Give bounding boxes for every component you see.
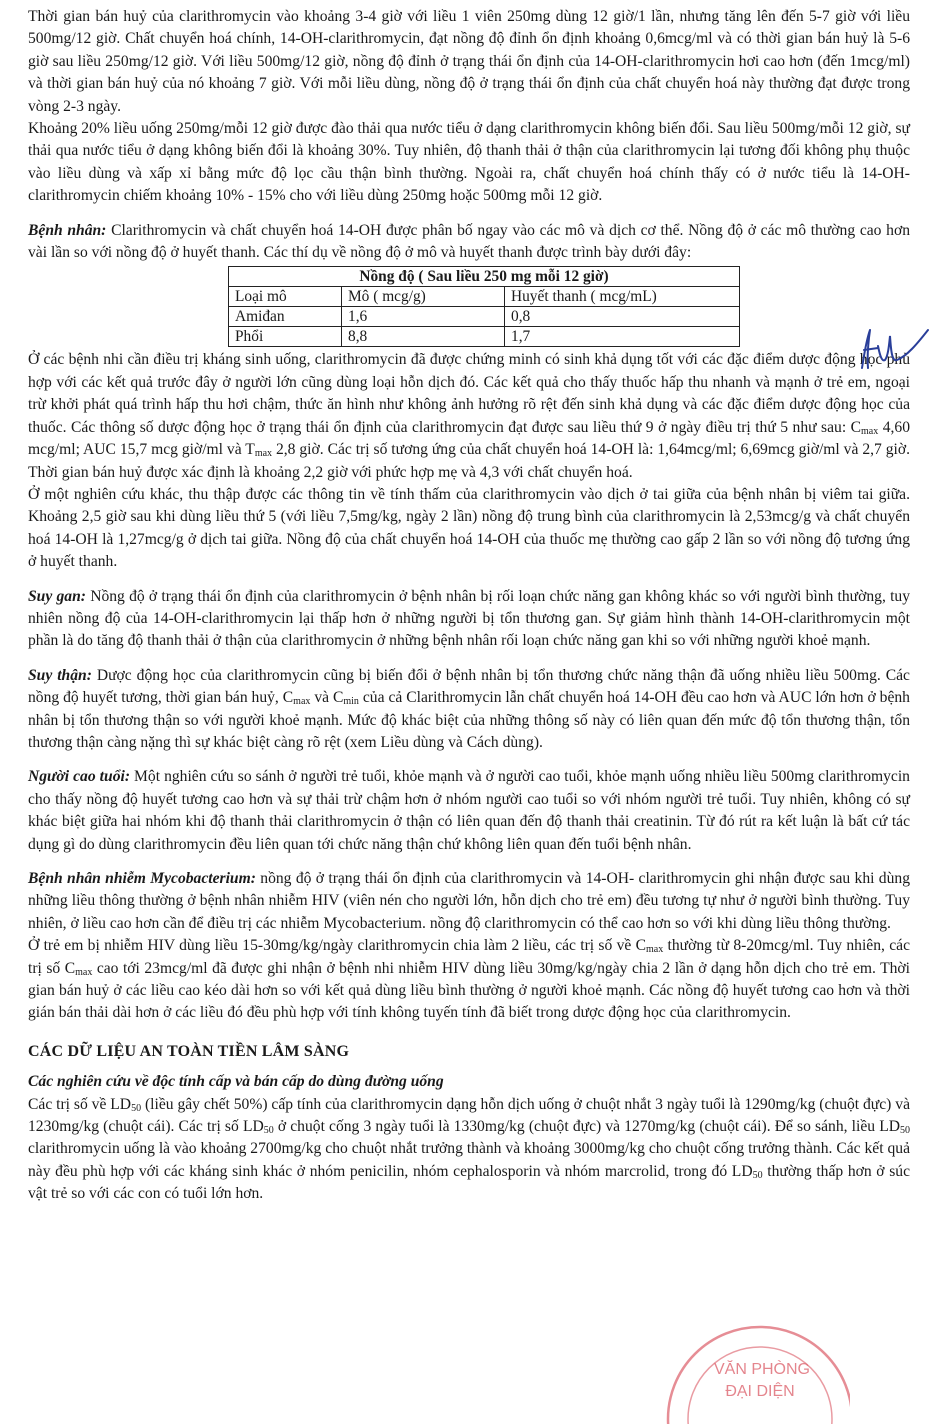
text-run: cao tới 23mcg/ml đã được ghi nhận ở bệnh nhi nhiễm HIV dùng liều 30mg/kg/ngày chia 2 lần ở dạng hỗn dịch cho trẻ em. Thời gian bán huỷ ở các liều cao kéo dài hơn so với kết quả dùng liều bình thường ở người khoẻ mạnh. Các nồng độ huyết tương cao hơn và thời gián bán thải dài hơn ở các liều đó đều phù hợp với tính không tuyến tính đã biết trong dược động học của clarithromycin.: [28, 959, 911, 1022]
liver-label: Suy gan:: [28, 587, 86, 605]
paragraph-otitis: Ở một nghiên cứu khác, thu thập được các thông tin về tính thấm của clarithromycin vào dịch ở tai giữa của bệnh nhân bị viêm tai giữa. Khoảng 2,5 giờ sau khi dùng liều thứ 5 (với liều 7,5mg/kg, ngày 2 lần) nồng độ trung bình của clarithromycin là 2,53mcg/g và chất chuyển hoá 14-OH là 1,27mcg/g ở dịch tai giữa. Nồng độ của chất chuyển hoá 14-OH của thuốc mẹ thường cao gấp 2 lần so với nồng độ tương ứng ở huyết thanh.: [28, 485, 910, 571]
elderly-label: Người cao tuổi:: [28, 768, 131, 786]
text-run: clarithromycin uống là vào khoảng 2700mg/kg cho chuột nhắt trưởng thành và khoảng 3000mg/kg cho chuột cống trưởng thành. Các kết quả này đều phù hợp với các kháng sinh khác ở nhóm penicilin, nhóm cephalosporin và nhóm marcrolid, trong đó LD: [28, 1140, 910, 1180]
paragraph-excretion: Khoảng 20% liều uống 250mg/mỗi 12 giờ được đào thải qua nước tiểu ở dạng clarithromycin không biến đổi. Sau liều 500mg/mỗi 12 giờ, sự thải qua nước tiểu ở dạng không biến đổi là khoảng 30%. Tuy nhiên, độ thanh thải ở thận của clarithromycin lại tương đối không phụ thuộc vào liều dùng và xấp xỉ bằng mức độ lọc cầu thận bình thường. Ngoài ra, chất chuyển hoá chính thấy có ở nước tiểu là 14-OH- clarithromycin chiếm khoảng 10% - 15% cho với liều dùng 250mg hoặc 500mg mỗi 12 giờ.: [28, 120, 910, 205]
handwritten-signature: [852, 316, 932, 374]
subscript: max: [293, 696, 311, 708]
subscript: 50: [263, 1125, 274, 1137]
subsection-title: Các nghiên cứu về độc tính cấp và bán cấp do dùng đường uống: [28, 1073, 444, 1091]
stamp-line-2: ĐẠI DIỆN: [725, 1383, 795, 1400]
paragraph-kidney: [28, 665, 910, 755]
subscript: max: [254, 448, 273, 460]
subscript: 50: [131, 1102, 142, 1114]
text-run: ở chuột cống 3 ngày tuổi là 1330mg/kg (chuột đực) và 1270mg/kg (chuột cái). Để so sánh, liều LD: [273, 1118, 900, 1136]
mycobacterium-text: nồng độ ở trạng thái ổn định của clarithromycin và 14-OH- clarithromycin ghi nhận được sau khi dùng những liều thông thường ở bệnh nhân nhiễm HIV (viên nén cho người lớn, hỗn dịch cho trẻ em) đều tương tự như ở người bình thường. Tuy nhiên, ở liều cao hơn cần để điều trị các nhiễm Mycobacterium. nồng độ clarithromycin có thể cao hơn so với khi dùng liều thông thường.: [28, 870, 910, 932]
table-header: Loại mô: [229, 287, 342, 307]
text-run: (liều gây chết 50%) cấp tính của clarithromycin dạng hỗn dịch uống ở chuột nhắt 3 ngày tuổi là 1290mg/kg (chuột đực) và 1230mg/kg (chuột cái). Các trị số LD: [28, 1095, 910, 1136]
text-run: của cả Clarithromycin lẫn chất chuyển hoá 14-OH đều cao hơn và AUC lớn hơn ở bệnh nhân bị tổn thương thận so với người khoẻ mạnh. Mức độ khác biệt của những thông số này có liên quan đến mức độ tổn thương thận, tổn thương thận càng nặng thì sự khác biệt càng rõ rệt (xem Liều dùng và Cách dùng).: [28, 689, 910, 751]
elderly-text: Một nghiên cứu so sánh ở người trẻ tuổi, khỏe mạnh và ở người cao tuổi, khỏe mạnh uống nhiều liều 500mg clarithromycin cho thấy nồng độ huyết tương cao hơn và sự thải trừ chậm hơn ở nhóm người cao tuổi so với nhóm người trẻ tuổi. Tuy nhiên, không có sự khác biệt giữa hai nhóm khi độ thanh thải clarithromycin ở thận có liên quan đến độ thanh thải creatinin. Từ đó rút ra kết luận là bất cứ tác dụng gì do dùng clarithromycin đều liên quan tới chức năng thận chứ không liên quan đến tuổi bệnh nhân.: [28, 768, 910, 853]
text-run: thường từ 8-20mcg/ml. Tuy nhiên, các trị số C: [28, 937, 910, 977]
subscript: 50: [752, 1169, 763, 1181]
subscript: max: [75, 966, 93, 978]
table-row: [229, 327, 740, 347]
subscript: min: [343, 696, 359, 708]
table-cell: Phổi: [229, 327, 342, 347]
text-run: Ở các bệnh nhi cần điều trị kháng sinh uống, clarithromycin đã được chứng minh có sinh khả dụng tốt với các đặc điểm dược động học phù hợp với các kết quả trước đây ở người lớn cũng dùng loại hỗn dịch đó. Các kết quả cho thấy thuốc hấp thu nhanh và mạnh ở trẻ em, ngoại trừ khởi phát quá trình hấp thu hơi chậm, thức ăn hình như không ảnh hưởng rõ rệt đến sinh khả dụng và các đặc điểm dược động học của thuốc. Các thông số dược động học ở trạng thái ổn định của clarithromycin đạt được sau liều thứ 9 ở ngày điều trị thứ 5 như sau: C: [28, 351, 910, 436]
text-run: Dược động học của clarithromycin cũng bị biến đổi ở bệnh nhân bị tổn thương chức năng thận đã uống nhiều liều 500mg. Các nồng độ huyết tương, thời gian bán huỷ, C: [28, 666, 910, 707]
text-run: và C: [310, 689, 344, 707]
subscript: 50: [900, 1125, 910, 1137]
stamp-line-1: VĂN PHÒNG: [713, 1361, 811, 1378]
concentration-table: [228, 266, 740, 347]
table-header-row: [229, 287, 740, 307]
table-header: Huyết thanh ( mcg/mL): [505, 287, 740, 307]
table-row: [229, 307, 740, 327]
paragraph-hiv-children: [28, 935, 910, 1025]
document-page: [28, 6, 910, 1206]
table-cell: 0,8: [505, 307, 740, 327]
paragraph-liver: [28, 586, 910, 653]
paragraph-patients: [28, 220, 910, 265]
table-cell: 8,8: [342, 327, 505, 347]
table-cell: 1,7: [505, 327, 740, 347]
paragraph-pediatric: [28, 349, 910, 483]
table-cell: 1,6: [342, 307, 505, 327]
table-cell: Amiđan: [229, 307, 342, 327]
table-header: Mô ( mcg/g): [342, 287, 505, 307]
text-run: 4,60 mcg/ml; AUC 15,7 mcg giờ/ml và T: [28, 418, 911, 459]
patients-text: Clarithromycin và chất chuyển hoá 14-OH được phân bố ngay vào các mô và dịch cơ thể. Nồng độ ở các mô thường cao hơn vài lần so với nồng độ ở huyết thanh. Các thí dụ về nồng độ ở mô và huyết thanh được trình bày dưới đây:: [28, 221, 910, 262]
subscript: max: [861, 425, 879, 437]
patients-label: Bệnh nhân:: [28, 221, 107, 239]
text-run: 2,8 giờ. Các trị số tương ứng của chất chuyển hoá 14-OH là: 1,64mcg/ml; 6,69mcg giờ/ml và 2,7 giờ. Thời gian bán huỷ được xác định là khoảng 2,2 giờ với phức hợp mẹ và 4,3 với chất chuyển hoá.: [28, 441, 911, 481]
subscript: max: [646, 944, 664, 956]
official-stamp: [650, 1324, 850, 1424]
table-caption: Nồng độ ( Sau liều 250 mg mỗi 12 giờ): [229, 267, 740, 287]
kidney-label: Suy thận:: [28, 666, 92, 684]
liver-text: Nồng độ ở trạng thái ổn định của clarithromycin ở bệnh nhân bị rối loạn chức năng gan không khác so với người bình thường, tuy nhiên nồng độ của 14-OH-clarithromycin lại thấp hơn ở những người bị tổn thương gan. Sự giảm hình thành 14-OH-clarithromycin một phần là do tăng độ thanh thải ở thận của clarithromycin ở những bệnh nhân rối loạn chức năng gan khi so với những người khoẻ mạnh.: [28, 587, 911, 650]
text-run: Các trị số về LD: [28, 1095, 132, 1113]
text-run: Ở trẻ em bị nhiễm HIV dùng liều 15-30mg/kg/ngày clarithromycin chia làm 2 liều, các trị số về C: [28, 937, 647, 955]
paragraph-elderly: [28, 766, 910, 856]
text-run: thường thấp hơn ở súc vật trẻ so với các con có tuổi lớn hơn.: [28, 1162, 910, 1203]
mycobacterium-label: Bệnh nhân nhiễm Mycobacterium:: [28, 870, 256, 887]
paragraph-toxicity: [28, 1094, 910, 1206]
paragraph-mycobacterium: [28, 868, 910, 935]
section-title: CÁC DỮ LIỆU AN TOÀN TIỀN LÂM SÀNG: [28, 1042, 350, 1060]
paragraph-half-life: Thời gian bán huỷ của clarithromycin vào khoảng 3-4 giờ với liều 1 viên 250mg dùng 12 giờ/1 lần, nhưng tăng lên đến 5-7 giờ với liều 500mg/12 giờ. Chất chuyển hoá chính, 14-OH-clarithromycin, đạt nồng độ đỉnh ổn định khoảng 0,6mcg/ml và có thời gian bán huỷ là 5-6 giờ sau liều 250mg/12 giờ. Với liều 500mg/12 giờ, nồng độ đỉnh ở trạng thái ổn định của 14-OH-clarithromycin hơi cao hơn (đến 1mcg/ml) và thời gian bán huỷ của nó khoảng 7 giờ. Với mỗi liều dùng, nồng độ ở trạng thái ổn định của chất chuyển hoá này thường đạt được trong vòng 2-3 ngày.: [28, 8, 910, 115]
table-caption-row: [229, 267, 740, 287]
